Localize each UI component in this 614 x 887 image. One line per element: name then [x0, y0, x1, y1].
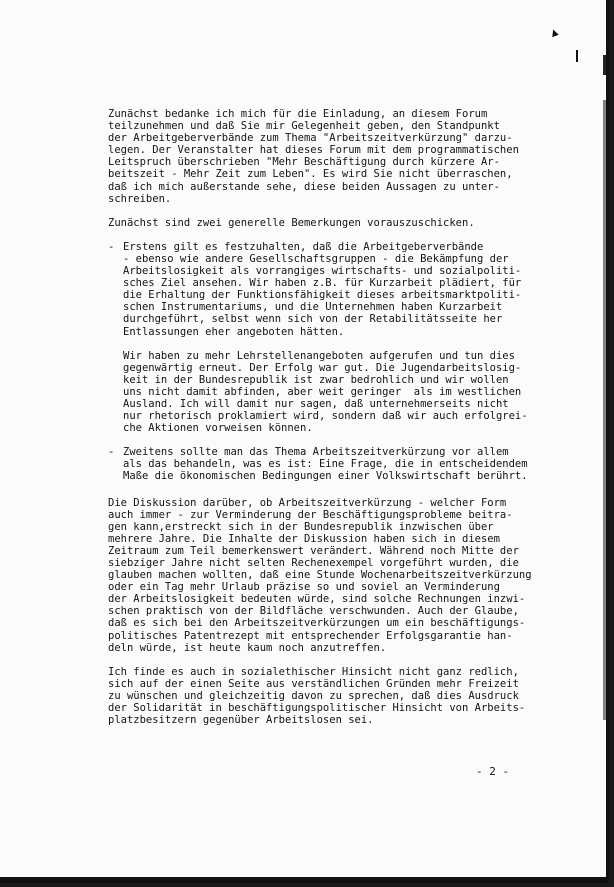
scan-mark: [576, 50, 578, 62]
paragraph-intro: [108, 108, 578, 205]
text-line: deln würde, ist heute kaum noch anzutreffen.: [108, 641, 387, 654]
text-line: Die Diskussion darüber, ob Arbeitszeitverkürzung - welcher Form: [108, 496, 507, 509]
text-line: oder ein Tag mehr Urlaub präzise so und soviel an Verminderung: [108, 581, 500, 594]
text-line: durchgeführt, selbst wenn sich von der Retabilitätsseite her: [123, 313, 503, 326]
text-line: Leitspruch überschrieben "Mehr Beschäftigung durch kürzere Ar-: [108, 156, 500, 169]
list-bullet: -: [108, 446, 115, 459]
text-line: teilzunehmen und daß Sie mir Gelegenheit geben, den Standpunkt: [108, 120, 500, 133]
text-line: Erstens gilt es festzuhalten, daß die Arbeitgeberverbände: [123, 240, 484, 253]
scan-edge-mark: [603, 100, 606, 720]
text-line: uns nicht damit abfinden, aber weit geringer als im westlichen: [123, 385, 522, 398]
list-bullet: -: [108, 240, 115, 253]
paragraph-discussion: [108, 497, 578, 654]
text-line: der Arbeitslosigkeit bedeuten würde, sind solche Rechnungen inzwi-: [108, 593, 526, 606]
list-item-second: [108, 446, 578, 482]
text-line: gegenwärtig erneut. Der Erfolg war gut. Die Jugendarbeitslosig-: [123, 361, 522, 374]
paragraph-ethics: [108, 666, 578, 726]
text-line: gen kann,erstreckt sich in der Bundesrepublik inzwischen über: [108, 520, 494, 533]
text-line: Arbeitslosigkeit als vorrangiges wirtschafts- und sozialpoliti-: [123, 265, 522, 278]
text-line: glauben machen wollten, daß eine Stunde Wochenarbeitszeitverkürzung: [108, 569, 532, 582]
text-line: die Erhaltung der Funktionsfähigkeit dieses arbeitsmarktpoliti-: [123, 289, 522, 302]
text-line: sich auf der einen Seite aus verständlichen Gründen mehr Freizeit: [108, 677, 519, 690]
text-line: keit in der Bundesrepublik ist zwar bedrohlich und wir wollen: [123, 373, 509, 386]
text-line: schen Instrumentariums, und die Unternehmen haben Kurzarbeit: [123, 301, 503, 314]
text-line: che Aktionen vorweisen können.: [123, 422, 313, 435]
text-line: der Arbeitgeberverbände zum Thema "Arbeitszeitverkürzung" darzu-: [108, 132, 513, 145]
paragraph-remarks: [108, 217, 578, 229]
text-line: Zweitens sollte man das Thema Arbeitszeitverkürzung vor allem: [123, 446, 509, 459]
text-line: Zunächst sind zwei generelle Bemerkungen vorauszuschicken.: [108, 216, 475, 229]
text-line: schreiben.: [108, 192, 172, 205]
text-line: zu wünschen und gleichzeitig davon zu sprechen, daß dies Ausdruck: [108, 689, 519, 702]
scan-edge-mark: [603, 55, 606, 75]
text-line: Wir haben zu mehr Lehrstellenangeboten aufgerufen und tun dies: [123, 349, 515, 362]
text-line: Zunächst bedanke ich mich für die Einladung, an diesem Forum: [108, 108, 488, 120]
text-line: daß ich mich außerstande sehe, diese beiden Aussagen zu unter-: [108, 180, 500, 193]
text-line: auch immer - zur Verminderung der Beschäftigungsprobleme beitra-: [108, 508, 513, 521]
text-line: platzbesitzern gegenüber Arbeitslosen sei.: [108, 714, 374, 727]
text-line: Ausland. Ich will damit nur sagen, daß unternehmerseits nicht: [123, 397, 509, 410]
text-line: daß es sich bei den Arbeitszeitverkürzungen um ein beschäftigungs-: [108, 617, 526, 630]
list-item-first: [108, 241, 578, 338]
text-line: schen praktisch von der Bildfläche verschwunden. Auch der Glaube,: [108, 605, 519, 618]
text-line: - ebenso wie andere Gesellschaftsgruppen - die Bekämpfung der: [123, 252, 509, 265]
text-line: legen. Der Veranstalter hat dieses Forum mit dem programmatischen: [108, 144, 519, 157]
text-line: siebziger Jahre nicht selten Rechenexempel vorgeführt wurden, die: [108, 557, 519, 569]
text-line: mehrere Jahre. Die Inhalte der Diskussion haben sich in diesem: [108, 532, 500, 545]
scan-mark: ▲: [549, 27, 560, 39]
text-line: beitszeit - Mehr Zeit zum Leben". Es wird Sie nicht überraschen,: [108, 168, 513, 181]
document-body: [108, 108, 578, 726]
text-line: politisches Patentrezept mit entsprechender Erfolgsgarantie han-: [108, 629, 513, 642]
text-line: als das behandeln, was es ist: Eine Frage, die in entscheidendem: [123, 458, 528, 471]
page-number: - 2 -: [476, 765, 510, 778]
text-line: Zeitraum zum Teil bemerkenswert verändert. Während noch Mitte der: [108, 544, 519, 557]
text-line: Maße die ökonomischen Bedingungen einer Volkswirtschaft berührt.: [123, 470, 528, 483]
text-line: Entlassungen eher angeboten hätten.: [123, 325, 345, 338]
text-line: der Solidarität in beschäftigungspolitischer Hinsicht von Arbeits-: [108, 702, 526, 715]
text-line: nur rhetorisch proklamiert wird, sondern daß wir auch erfolgrei-: [123, 410, 528, 423]
text-line: Ich finde es auch in sozialethischer Hinsicht nicht ganz redlich,: [108, 665, 519, 678]
paragraph-apprenticeships: [108, 350, 578, 435]
text-line: sches Ziel ansehen. Wir haben z.B. für Kurzarbeit plädiert, für: [123, 277, 522, 290]
